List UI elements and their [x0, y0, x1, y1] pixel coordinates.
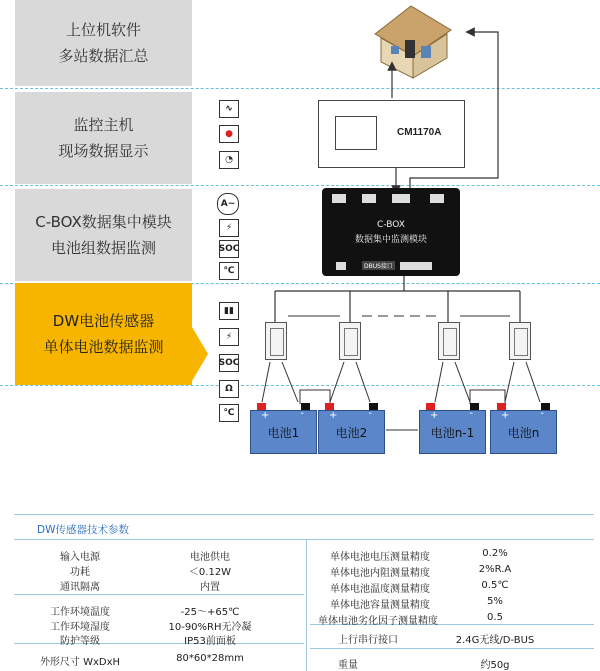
cbox-port: [392, 194, 410, 203]
spec-value: 0.5℃: [481, 580, 509, 591]
cbox-subtitle: 数据集中监测模块: [354, 235, 427, 245]
spec-label: 单体电池内阻测量精度: [330, 568, 430, 579]
battery-cell-1: + - 电池1: [250, 410, 317, 454]
level-title: 上位机软件: [65, 21, 141, 39]
battery-label: 电池n-1: [430, 425, 475, 440]
thermometer-icon: ℃: [219, 404, 239, 422]
level-subtitle: 电池组数据监测: [50, 239, 156, 257]
spec-divider: [306, 540, 307, 671]
battery-label: 电池1: [267, 425, 300, 440]
waveform-icon: ∿: [219, 100, 239, 118]
battery-label: 电池n: [507, 425, 540, 440]
spec-label: 重量: [338, 660, 358, 671]
spec-value: 0.5: [487, 612, 503, 623]
level-subtitle: 现场数据显示: [58, 142, 149, 160]
spec-value: ＜0.12W: [188, 567, 232, 578]
battery-cell-n: + - 电池n: [490, 410, 557, 454]
spec-label: 外形尺寸 WxDxH: [39, 657, 121, 668]
positive-terminal: [497, 403, 506, 410]
cbox-port: [400, 262, 432, 270]
cbox-port: [362, 194, 376, 203]
spec-label: 工作环境湿度: [50, 622, 110, 633]
ohm-icon: Ω: [219, 380, 239, 398]
cbox-module: [322, 188, 460, 276]
spec-rule: [14, 539, 594, 540]
gauge-icon: ◔: [219, 151, 239, 169]
dw-sensor: [509, 322, 531, 360]
spec-label: 上行串行接口: [338, 635, 398, 646]
spec-rule: [310, 648, 594, 649]
spec-value: 约50g: [480, 660, 510, 671]
battery-cell-2: + - 电池2: [318, 410, 385, 454]
monitor-screen: [335, 116, 377, 150]
specs-title: DW传感器技术参数: [37, 524, 129, 536]
spec-value: 电池供电: [190, 552, 230, 563]
level-subtitle: 单体电池数据监测: [43, 338, 164, 356]
ammeter-icon: A~: [217, 193, 239, 215]
spec-label: 通讯隔离: [60, 582, 100, 593]
spec-label: 单体电池温度测量精度: [330, 584, 430, 595]
lightning-icon: ⚡: [219, 328, 239, 346]
spec-value: -25～+65℃: [180, 607, 240, 618]
battery-icon: ▮▮: [219, 302, 239, 320]
positive-terminal: [426, 403, 435, 410]
alarm-icon: ●: [219, 125, 239, 143]
battery-label: 电池2: [335, 425, 368, 440]
spec-label: 单体电池劣化因子测量精度: [318, 616, 438, 627]
spec-value: 80*60*28mm: [176, 653, 244, 664]
dw-sensor: [339, 322, 361, 360]
spec-label: 防护等级: [60, 636, 100, 647]
cbox-port: [332, 194, 346, 203]
level-title: DW电池传感器: [52, 312, 155, 330]
spec-rule: [14, 514, 594, 515]
cbox-dbus-port: DBUS接口: [364, 263, 393, 270]
spec-label: 输入电源: [60, 552, 100, 563]
thermometer-icon: ℃: [219, 262, 239, 280]
cbox-title: C-BOX: [377, 220, 405, 230]
spec-value: 0.2%: [482, 548, 508, 559]
level-title: C-BOX数据集中模块: [35, 213, 172, 231]
spec-label: 功耗: [70, 567, 90, 578]
cbox-port: [430, 194, 444, 203]
spec-label: 单体电池容量测量精度: [330, 600, 430, 611]
positive-terminal: [325, 403, 334, 410]
spec-value: IP53前面板: [184, 636, 236, 647]
soc-icon: SOC: [219, 354, 239, 372]
spec-label: 工作环境温度: [50, 607, 110, 618]
dw-sensor: [265, 322, 287, 360]
positive-terminal: [257, 403, 266, 410]
spec-value: 内置: [200, 582, 220, 593]
spec-label: 单体电池电压测量精度: [330, 552, 430, 563]
dw-sensor: [438, 322, 460, 360]
soc-icon: SOC: [219, 240, 239, 258]
spec-rule: [14, 594, 304, 595]
level-subtitle: 多站数据汇总: [58, 47, 149, 65]
spec-value: 2%R.A: [478, 564, 512, 575]
spec-value: 10-90%RH无冷凝: [168, 622, 252, 633]
level-title: 监控主机: [73, 116, 134, 134]
battery-cell-n-1: + - 电池n-1: [419, 410, 486, 454]
cbox-port: [336, 262, 346, 270]
monitor-model-label: CM1170A: [397, 127, 442, 138]
spec-value: 5%: [487, 596, 503, 607]
lightning-icon: ⚡: [219, 219, 239, 237]
monitor-host-device: [318, 100, 465, 168]
spec-value: 2.4G无线/D-BUS: [455, 635, 535, 646]
